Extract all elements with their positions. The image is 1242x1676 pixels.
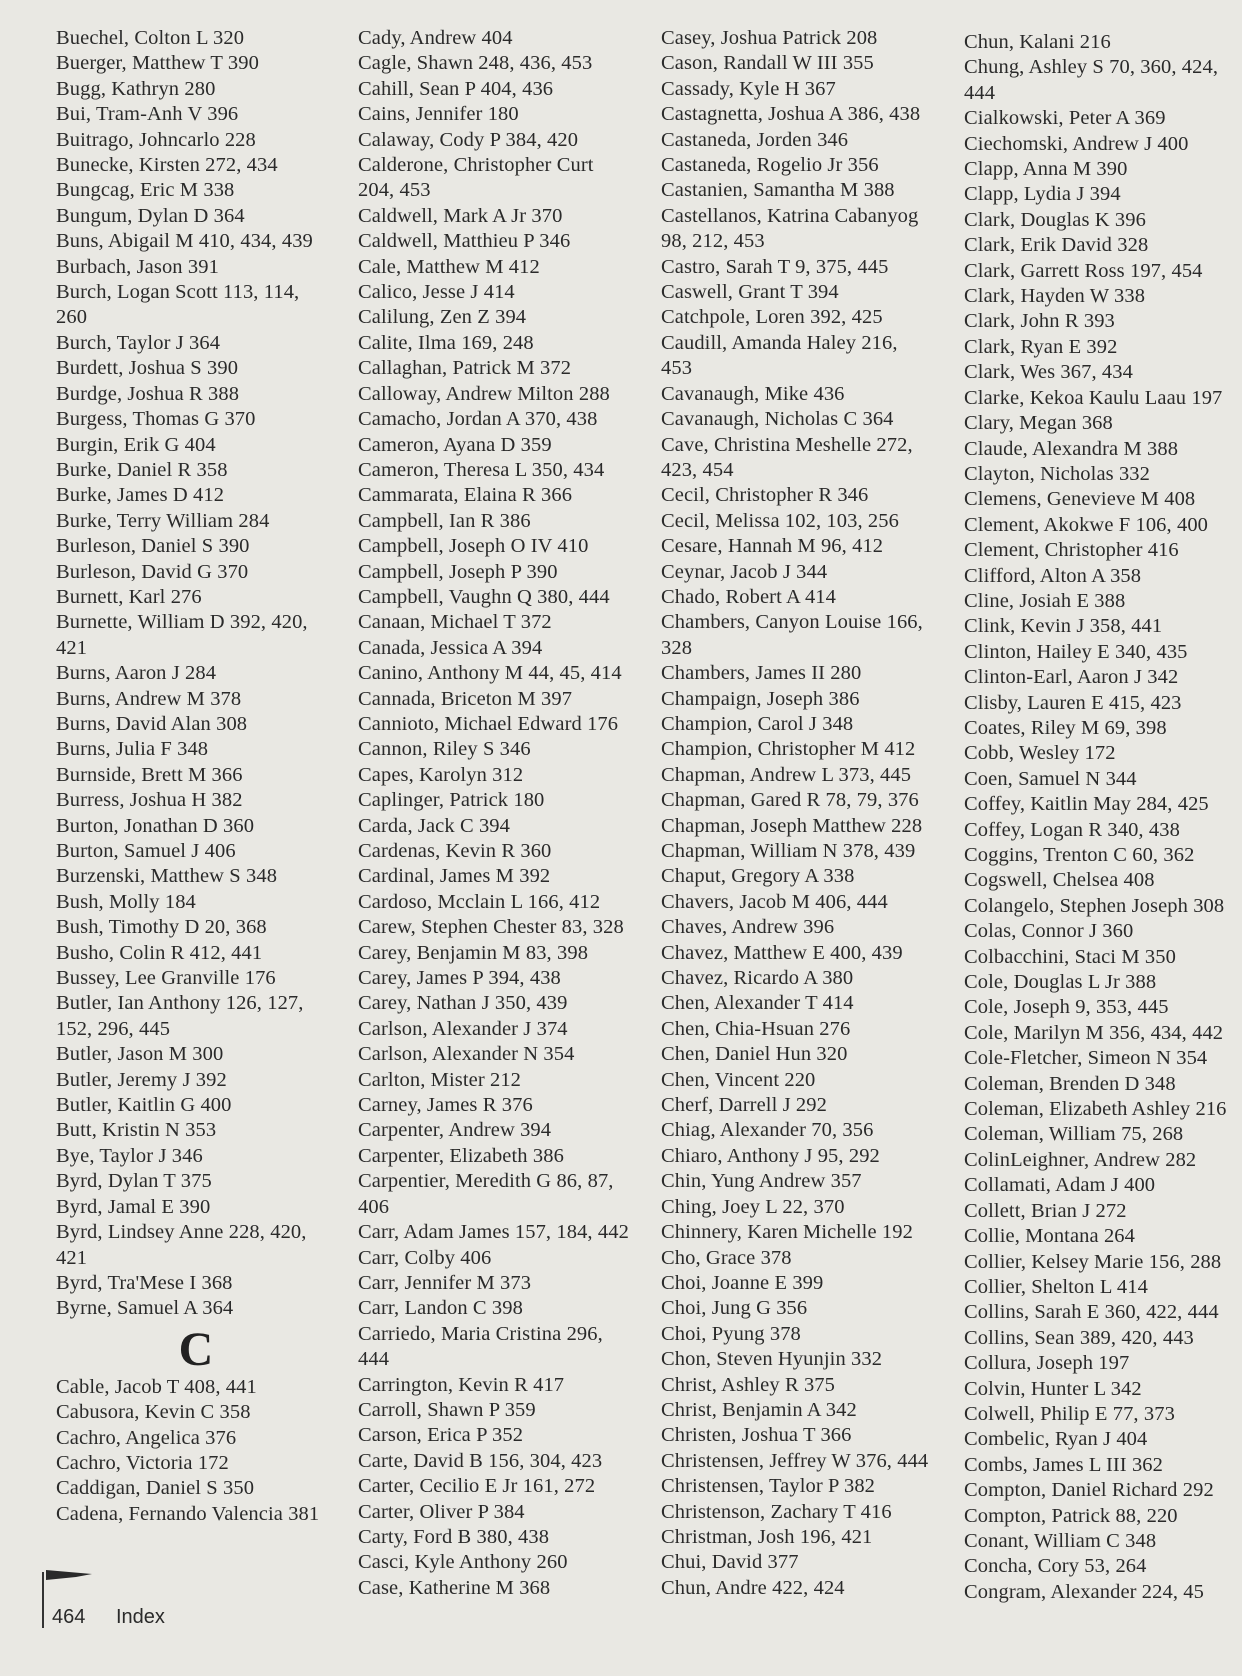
index-entry: Castagnetta, Joshua A 386, 438 (661, 103, 921, 126)
index-entry: Callaghan, Patrick M 372 (358, 357, 572, 380)
index-entry: Carpenter, Andrew 394 (358, 1119, 552, 1142)
index-entry: 152, 296, 445 (56, 1017, 171, 1040)
index-entry: Cole, Douglas L Jr 388 (964, 971, 1157, 994)
index-entry: Christen, Joshua T 366 (661, 1424, 852, 1447)
index-entry: Casci, Kyle Anthony 260 (358, 1551, 568, 1574)
index-entry: Canaan, Michael T 372 (358, 611, 552, 634)
index-entry: Congram, Alexander 224, 45 (964, 1580, 1205, 1603)
index-entry: Ceynar, Jacob J 344 (661, 560, 828, 583)
index-entry: 444 (964, 81, 996, 104)
index-entry: Carroll, Shawn P 359 (358, 1398, 536, 1421)
index-entry: Coleman, William 75, 268 (964, 1123, 1184, 1146)
index-entry: Cachro, Angelica 376 (56, 1426, 237, 1449)
index-entry: Chen, Alexander T 414 (661, 992, 854, 1015)
index-entry: Byrne, Samuel A 364 (56, 1297, 234, 1320)
index-entry: Caddigan, Daniel S 350 (56, 1477, 255, 1500)
index-entry: Cecil, Melissa 102, 103, 256 (661, 509, 899, 532)
index-entry: Calilung, Zen Z 394 (358, 306, 527, 329)
index-entry: Burton, Jonathan D 360 (56, 814, 255, 837)
index-entry: Butler, Jason M 300 (56, 1043, 224, 1066)
index-entry: Clarke, Kekoa Kaulu Laau 197 (964, 386, 1223, 409)
index-entry: Chavez, Ricardo A 380 (661, 967, 854, 990)
index-entry: Bye, Taylor J 346 (56, 1144, 203, 1167)
index-entry: Collamati, Adam J 400 (964, 1174, 1156, 1197)
index-entry: Byrd, Lindsey Anne 228, 420, (56, 1221, 307, 1244)
index-entry: Coffey, Logan R 340, 438 (964, 818, 1180, 841)
index-entry: Carty, Ford B 380, 438 (358, 1525, 550, 1548)
index-entry: Clinton-Earl, Aaron J 342 (964, 666, 1179, 689)
index-entry: Burleson, Daniel S 390 (56, 535, 250, 558)
index-entry: Clary, Megan 368 (964, 412, 1113, 435)
index-entry: Carew, Stephen Chester 83, 328 (358, 916, 624, 939)
index-entry: Chin, Yung Andrew 357 (661, 1170, 862, 1193)
index-entry: Clark, Hayden W 338 (964, 285, 1146, 308)
index-entry: Collins, Sean 389, 420, 443 (964, 1326, 1194, 1349)
index-entry: Carr, Adam James 157, 184, 442 (358, 1221, 629, 1244)
index-entry: Catchpole, Loren 392, 425 (661, 306, 883, 329)
index-entry: Chambers, James II 280 (661, 662, 862, 685)
index-entry: Buitrago, Johncarlo 228 (56, 128, 256, 151)
index-entry: Burress, Joshua H 382 (56, 789, 243, 812)
index-entry: Cherf, Darrell J 292 (661, 1094, 827, 1117)
index-entry: 260 (56, 306, 88, 329)
index-entry: Burns, David Alan 308 (56, 712, 248, 735)
index-entry: Carter, Cecilio E Jr 161, 272 (358, 1475, 596, 1498)
index-entry: Champaign, Joseph 386 (661, 687, 860, 710)
index-entry: Colvin, Hunter L 342 (964, 1377, 1142, 1400)
index-entry: Chinnery, Karen Michelle 192 (661, 1221, 913, 1244)
index-entry: Cogswell, Chelsea 408 (964, 869, 1155, 892)
index-entry: Cecil, Christopher R 346 (661, 484, 869, 507)
index-entry: Carlson, Alexander N 354 (358, 1043, 575, 1066)
index-entry: Caudill, Amanda Haley 216, (661, 331, 898, 354)
index-entry: 423, 454 (661, 458, 734, 481)
index-entry: Concha, Cory 53, 264 (964, 1555, 1147, 1578)
index-entry: Buerger, Matthew T 390 (56, 52, 259, 75)
index-entry: Cadena, Fernando Valencia 381 (56, 1502, 320, 1525)
index-entry: 98, 212, 453 (661, 230, 765, 253)
index-entry: Bugg, Kathryn 280 (56, 77, 216, 100)
index-entry: Coffey, Kaitlin May 284, 425 (964, 793, 1209, 816)
index-entry: Campbell, Ian R 386 (358, 509, 531, 532)
index-entry: Chon, Steven Hyunjin 332 (661, 1348, 883, 1371)
index-entry: Chaves, Andrew 396 (661, 916, 835, 939)
index-entry: Buns, Abigail M 410, 434, 439 (56, 230, 313, 253)
index-entry: Chambers, Canyon Louise 166, (661, 611, 923, 634)
index-entry: Cameron, Theresa L 350, 434 (358, 458, 605, 481)
index-entry: Burdett, Joshua S 390 (56, 357, 239, 380)
index-entry: Bungum, Dylan D 364 (56, 204, 245, 227)
index-entry: Clark, John R 393 (964, 310, 1115, 333)
index-entry: Cason, Randall W III 355 (661, 52, 874, 75)
index-entry: Choi, Joanne E 399 (661, 1271, 824, 1294)
index-entry: Clement, Christopher 416 (964, 539, 1179, 562)
index-entry: Choi, Jung G 356 (661, 1297, 808, 1320)
index-entry: Clement, Akokwe F 106, 400 (964, 513, 1209, 536)
index-entry: Butler, Ian Anthony 126, 127, (56, 992, 304, 1015)
index-entry: Cammarata, Elaina R 366 (358, 484, 573, 507)
index-entry: Colas, Connor J 360 (964, 920, 1134, 943)
index-entry: Carey, Nathan J 350, 439 (358, 992, 568, 1015)
index-entry: Cavanaugh, Mike 436 (661, 382, 845, 405)
index-entry: Carson, Erica P 352 (358, 1424, 524, 1447)
index-entry: Cains, Jennifer 180 (358, 103, 519, 126)
index-entry: ColinLeighner, Andrew 282 (964, 1148, 1197, 1171)
index-entry: Burnett, Karl 276 (56, 585, 202, 608)
index-entry: Carda, Jack C 394 (358, 814, 510, 837)
index-entry: Cameron, Ayana D 359 (358, 433, 552, 456)
index-entry: Clark, Erik David 328 (964, 234, 1149, 257)
index-entry: Carte, David B 156, 304, 423 (358, 1449, 603, 1472)
pennant-flag-icon (46, 1568, 94, 1584)
index-entry: Cho, Grace 378 (661, 1246, 792, 1269)
index-entry: Collier, Kelsey Marie 156, 288 (964, 1250, 1222, 1273)
index-entry: Conant, William C 348 (964, 1529, 1157, 1552)
index-entry: Cady, Andrew 404 (358, 27, 513, 49)
index-entry: Cole-Fletcher, Simeon N 354 (964, 1047, 1208, 1070)
index-entry: Chapman, Joseph Matthew 228 (661, 814, 923, 837)
index-entry: Christ, Ashley R 375 (661, 1373, 835, 1396)
index-entry: Bussey, Lee Granville 176 (56, 967, 276, 990)
index-entry: Castanien, Samantha M 388 (661, 179, 895, 202)
index-entry: Chiag, Alexander 70, 356 (661, 1119, 874, 1142)
index-entry: Chapman, Gared R 78, 79, 376 (661, 789, 919, 812)
index-entry: Coen, Samuel N 344 (964, 767, 1137, 790)
index-entry: Chapman, William N 378, 439 (661, 840, 916, 862)
index-entry: Campbell, Joseph P 390 (358, 560, 558, 583)
index-entry: Butler, Kaitlin G 400 (56, 1094, 232, 1117)
index-entry: Cobb, Wesley 172 (964, 742, 1116, 765)
index-entry: Coleman, Brenden D 348 (964, 1072, 1176, 1095)
index-entry: Bush, Timothy D 20, 368 (56, 916, 267, 939)
index-entry: Byrd, Jamal E 390 (56, 1195, 211, 1218)
index-entry: Cannada, Briceton M 397 (358, 687, 573, 710)
index-entry: Cassady, Kyle H 367 (661, 77, 836, 100)
index-entry: Burke, Terry William 284 (56, 509, 270, 532)
index-entry: Coleman, Elizabeth Ashley 216 (964, 1098, 1227, 1121)
index-entry: Carr, Colby 406 (358, 1246, 492, 1269)
index-entry: Collett, Brian J 272 (964, 1199, 1127, 1222)
index-entry: Cale, Matthew M 412 (358, 255, 540, 278)
index-entry: Christenson, Zachary T 416 (661, 1500, 892, 1523)
index-entry: Clayton, Nicholas 332 (964, 462, 1151, 485)
index-entry: 204, 453 (358, 179, 431, 202)
index-entry: Cardinal, James M 392 (358, 865, 551, 888)
index-entry: 444 (358, 1348, 390, 1371)
index-entry: Cannioto, Michael Edward 176 (358, 712, 619, 735)
index-entry: Christman, Josh 196, 421 (661, 1525, 873, 1548)
index-entry: 421 (56, 1246, 88, 1269)
index-entry: Colwell, Philip E 77, 373 (964, 1402, 1175, 1425)
index-entry: Cannon, Riley S 346 (358, 738, 531, 761)
index-entry: Cahill, Sean P 404, 436 (358, 77, 554, 100)
index-entry: Cave, Christina Meshelle 272, (661, 433, 913, 456)
index-entry: Chen, Daniel Hun 320 (661, 1043, 848, 1066)
index-entry: Burns, Andrew M 378 (56, 687, 242, 710)
index-entry: 453 (661, 357, 693, 380)
index-entry: Clapp, Anna M 390 (964, 158, 1128, 181)
index-entry: Byrd, Tra'Mese I 368 (56, 1271, 233, 1294)
index-entry: Castaneda, Jorden 346 (661, 128, 849, 151)
index-entry: Burdge, Joshua R 388 (56, 382, 240, 405)
section-title: Index (116, 1606, 165, 1628)
index-entry: Clark, Wes 367, 434 (964, 361, 1133, 384)
index-entry: Collier, Shelton L 414 (964, 1275, 1148, 1298)
index-entry: Cavanaugh, Nicholas C 364 (661, 408, 894, 431)
index-entry: Cardoso, Mcclain L 166, 412 (358, 890, 601, 913)
index-column-2 (358, 26, 648, 1601)
index-entry: Busho, Colin R 412, 441 (56, 941, 263, 964)
index-entry: Collins, Sarah E 360, 422, 444 (964, 1301, 1219, 1324)
index-entry: Coates, Riley M 69, 398 (964, 716, 1167, 739)
index-entry: Combs, James L III 362 (964, 1453, 1164, 1476)
index-entry: Cline, Josiah E 388 (964, 589, 1126, 612)
index-entry: Cable, Jacob T 408, 441 (56, 1375, 257, 1398)
index-entry: Burch, Taylor J 364 (56, 331, 221, 354)
index-entry: Caldwell, Mark A Jr 370 (358, 204, 563, 227)
index-entry: Collie, Montana 264 (964, 1225, 1136, 1248)
index-entry: Calite, Ilma 169, 248 (358, 331, 534, 354)
index-entry: Clapp, Lydia J 394 (964, 183, 1121, 206)
index-entry: 421 (56, 636, 88, 659)
section-letter: C (178, 1322, 214, 1376)
index-entry: Bui, Tram-Anh V 396 (56, 103, 239, 126)
index-entry: Carney, James R 376 (358, 1094, 533, 1117)
index-entry: 406 (358, 1195, 390, 1218)
index-entry: Chapman, Andrew L 373, 445 (661, 763, 912, 786)
index-entry: Castro, Sarah T 9, 375, 445 (661, 255, 889, 278)
index-entry: Collura, Joseph 197 (964, 1352, 1130, 1375)
index-entry: Clark, Ryan E 392 (964, 335, 1118, 358)
index-entry: Compton, Daniel Richard 292 (964, 1479, 1214, 1502)
index-entry: Carpenter, Elizabeth 386 (358, 1144, 564, 1167)
index-entry: Camacho, Jordan A 370, 438 (358, 408, 598, 431)
index-entry: Burns, Aaron J 284 (56, 662, 217, 685)
index-entry: Clinton, Hailey E 340, 435 (964, 640, 1188, 663)
index-entry: Byrd, Dylan T 375 (56, 1170, 212, 1193)
index-entry: Chavers, Jacob M 406, 444 (661, 890, 888, 913)
index-entry: Christ, Benjamin A 342 (661, 1398, 857, 1421)
index-entry: Compton, Patrick 88, 220 (964, 1504, 1178, 1527)
index-entry: Champion, Christopher M 412 (661, 738, 916, 761)
page-footer (42, 1568, 242, 1628)
index-entry: Capes, Karolyn 312 (358, 763, 524, 786)
index-entry: Bush, Molly 184 (56, 890, 196, 913)
index-entry: Burch, Logan Scott 113, 114, (56, 281, 300, 304)
index-entry: Clifford, Alton A 358 (964, 564, 1142, 587)
index-entry: Burgin, Erik G 404 (56, 433, 216, 456)
index-entry: Calico, Jesse J 414 (358, 281, 515, 304)
index-entry: Burton, Samuel J 406 (56, 840, 236, 862)
index-column-4 (964, 30, 1242, 1605)
index-entry: Calloway, Andrew Milton 288 (358, 382, 610, 405)
footer-rule (42, 1572, 44, 1628)
index-entry: Campbell, Vaughn Q 380, 444 (358, 585, 610, 608)
index-entry: Chado, Robert A 414 (661, 585, 837, 608)
index-entry: Casey, Joshua Patrick 208 (661, 27, 878, 49)
index-entry: Carter, Oliver P 384 (358, 1500, 525, 1523)
index-column-1 (56, 26, 336, 1527)
index-entry: Cole, Marilyn M 356, 434, 442 (964, 1021, 1224, 1044)
index-entry: Chavez, Matthew E 400, 439 (661, 941, 903, 964)
index-entry: Cabusora, Kevin C 358 (56, 1401, 251, 1424)
index-entry: Burnside, Brett M 366 (56, 763, 243, 786)
index-entry: Burke, James D 412 (56, 484, 225, 507)
index-entry: Chen, Vincent 220 (661, 1068, 816, 1091)
index-entry: Caswell, Grant T 394 (661, 281, 839, 304)
index-entry: Colangelo, Stephen Joseph 308 (964, 894, 1225, 917)
index-entry: Carpentier, Meredith G 86, 87, (358, 1170, 614, 1193)
index-entry: Burgess, Thomas G 370 (56, 408, 256, 431)
index-entry: Choi, Pyung 378 (661, 1322, 801, 1345)
index-entry: Christensen, Jeffrey W 376, 444 (661, 1449, 929, 1472)
index-entry: Case, Katherine M 368 (358, 1576, 551, 1599)
index-entry: Christensen, Taylor P 382 (661, 1475, 876, 1498)
index-entry: Chung, Ashley S 70, 360, 424, (964, 56, 1219, 79)
index-entry: Burnette, William D 392, 420, (56, 611, 308, 634)
index-entry: Calderone, Christopher Curt (358, 154, 594, 177)
index-entry: Clisby, Lauren E 415, 423 (964, 691, 1182, 714)
index-entry: Carlson, Alexander J 374 (358, 1017, 568, 1040)
index-entry: Chaput, Gregory A 338 (661, 865, 855, 888)
index-entry: Cesare, Hannah M 96, 412 (661, 535, 884, 558)
index-entry: Ciechomski, Andrew J 400 (964, 132, 1189, 155)
index-entry: Carrington, Kevin R 417 (358, 1373, 565, 1396)
index-entry: Carey, James P 394, 438 (358, 967, 561, 990)
index-entry: Butt, Kristin N 353 (56, 1119, 217, 1142)
index-entry: Clemens, Genevieve M 408 (964, 488, 1196, 511)
index-entry: Burke, Daniel R 358 (56, 458, 228, 481)
index-entry: Chen, Chia-Hsuan 276 (661, 1017, 851, 1040)
index-entry: Campbell, Joseph O IV 410 (358, 535, 589, 558)
index-entry: Clark, Douglas K 396 (964, 208, 1146, 231)
index-entry: Bungcag, Eric M 338 (56, 179, 235, 202)
index-entry: Burleson, David G 370 (56, 560, 249, 583)
index-entry: Bunecke, Kirsten 272, 434 (56, 154, 278, 177)
index-entry: Cialkowski, Peter A 369 (964, 107, 1166, 130)
page-number: 464 (52, 1606, 86, 1628)
index-entry: Cagle, Shawn 248, 436, 453 (358, 52, 593, 75)
index-column-3 (661, 26, 951, 1601)
index-entry: Carr, Jennifer M 373 (358, 1271, 532, 1294)
index-entry: Coggins, Trenton C 60, 362 (964, 844, 1195, 866)
index-entry: Caldwell, Matthieu P 346 (358, 230, 571, 253)
index-entry: Chiaro, Anthony J 95, 292 (661, 1144, 880, 1167)
index-entry: Colbacchini, Staci M 350 (964, 945, 1176, 968)
index-entry: Castaneda, Rogelio Jr 356 (661, 154, 879, 177)
index-entry: Canino, Anthony M 44, 45, 414 (358, 662, 622, 685)
index-entry: Carlton, Mister 212 (358, 1068, 522, 1091)
index-entry: Clink, Kevin J 358, 441 (964, 615, 1163, 638)
index-entry: Champion, Carol J 348 (661, 712, 854, 735)
index-entry: Burzenski, Matthew S 348 (56, 865, 278, 888)
index-entry: Buechel, Colton L 320 (56, 27, 245, 49)
index-entry: Chun, Andre 422, 424 (661, 1576, 845, 1599)
index-entry: Carriedo, Maria Cristina 296, (358, 1322, 603, 1345)
index-entry: 328 (661, 636, 693, 659)
index-entry: Combelic, Ryan J 404 (964, 1428, 1148, 1451)
index-entry: Clark, Garrett Ross 197, 454 (964, 259, 1203, 282)
index-entry: Caplinger, Patrick 180 (358, 789, 545, 812)
index-entry: Claude, Alexandra M 388 (964, 437, 1179, 460)
index-entry: Chui, David 377 (661, 1551, 799, 1574)
index-entry: Castellanos, Katrina Cabanyog (661, 204, 919, 227)
index-entry: Chun, Kalani 216 (964, 31, 1111, 53)
index-entry: Cachro, Victoria 172 (56, 1451, 229, 1474)
index-entry: Burns, Julia F 348 (56, 738, 209, 761)
index-entry: Burbach, Jason 391 (56, 255, 219, 278)
index-entry: Ching, Joey L 22, 370 (661, 1195, 845, 1218)
index-entry: Butler, Jeremy J 392 (56, 1068, 227, 1091)
index-entry: Canada, Jessica A 394 (358, 636, 543, 659)
index-entry: Carr, Landon C 398 (358, 1297, 523, 1320)
index-entry: Cardenas, Kevin R 360 (358, 840, 552, 862)
index-entry: Carey, Benjamin M 83, 398 (358, 941, 589, 964)
index-entry: Cole, Joseph 9, 353, 445 (964, 996, 1169, 1019)
index-entry: Calaway, Cody P 384, 420 (358, 128, 579, 151)
